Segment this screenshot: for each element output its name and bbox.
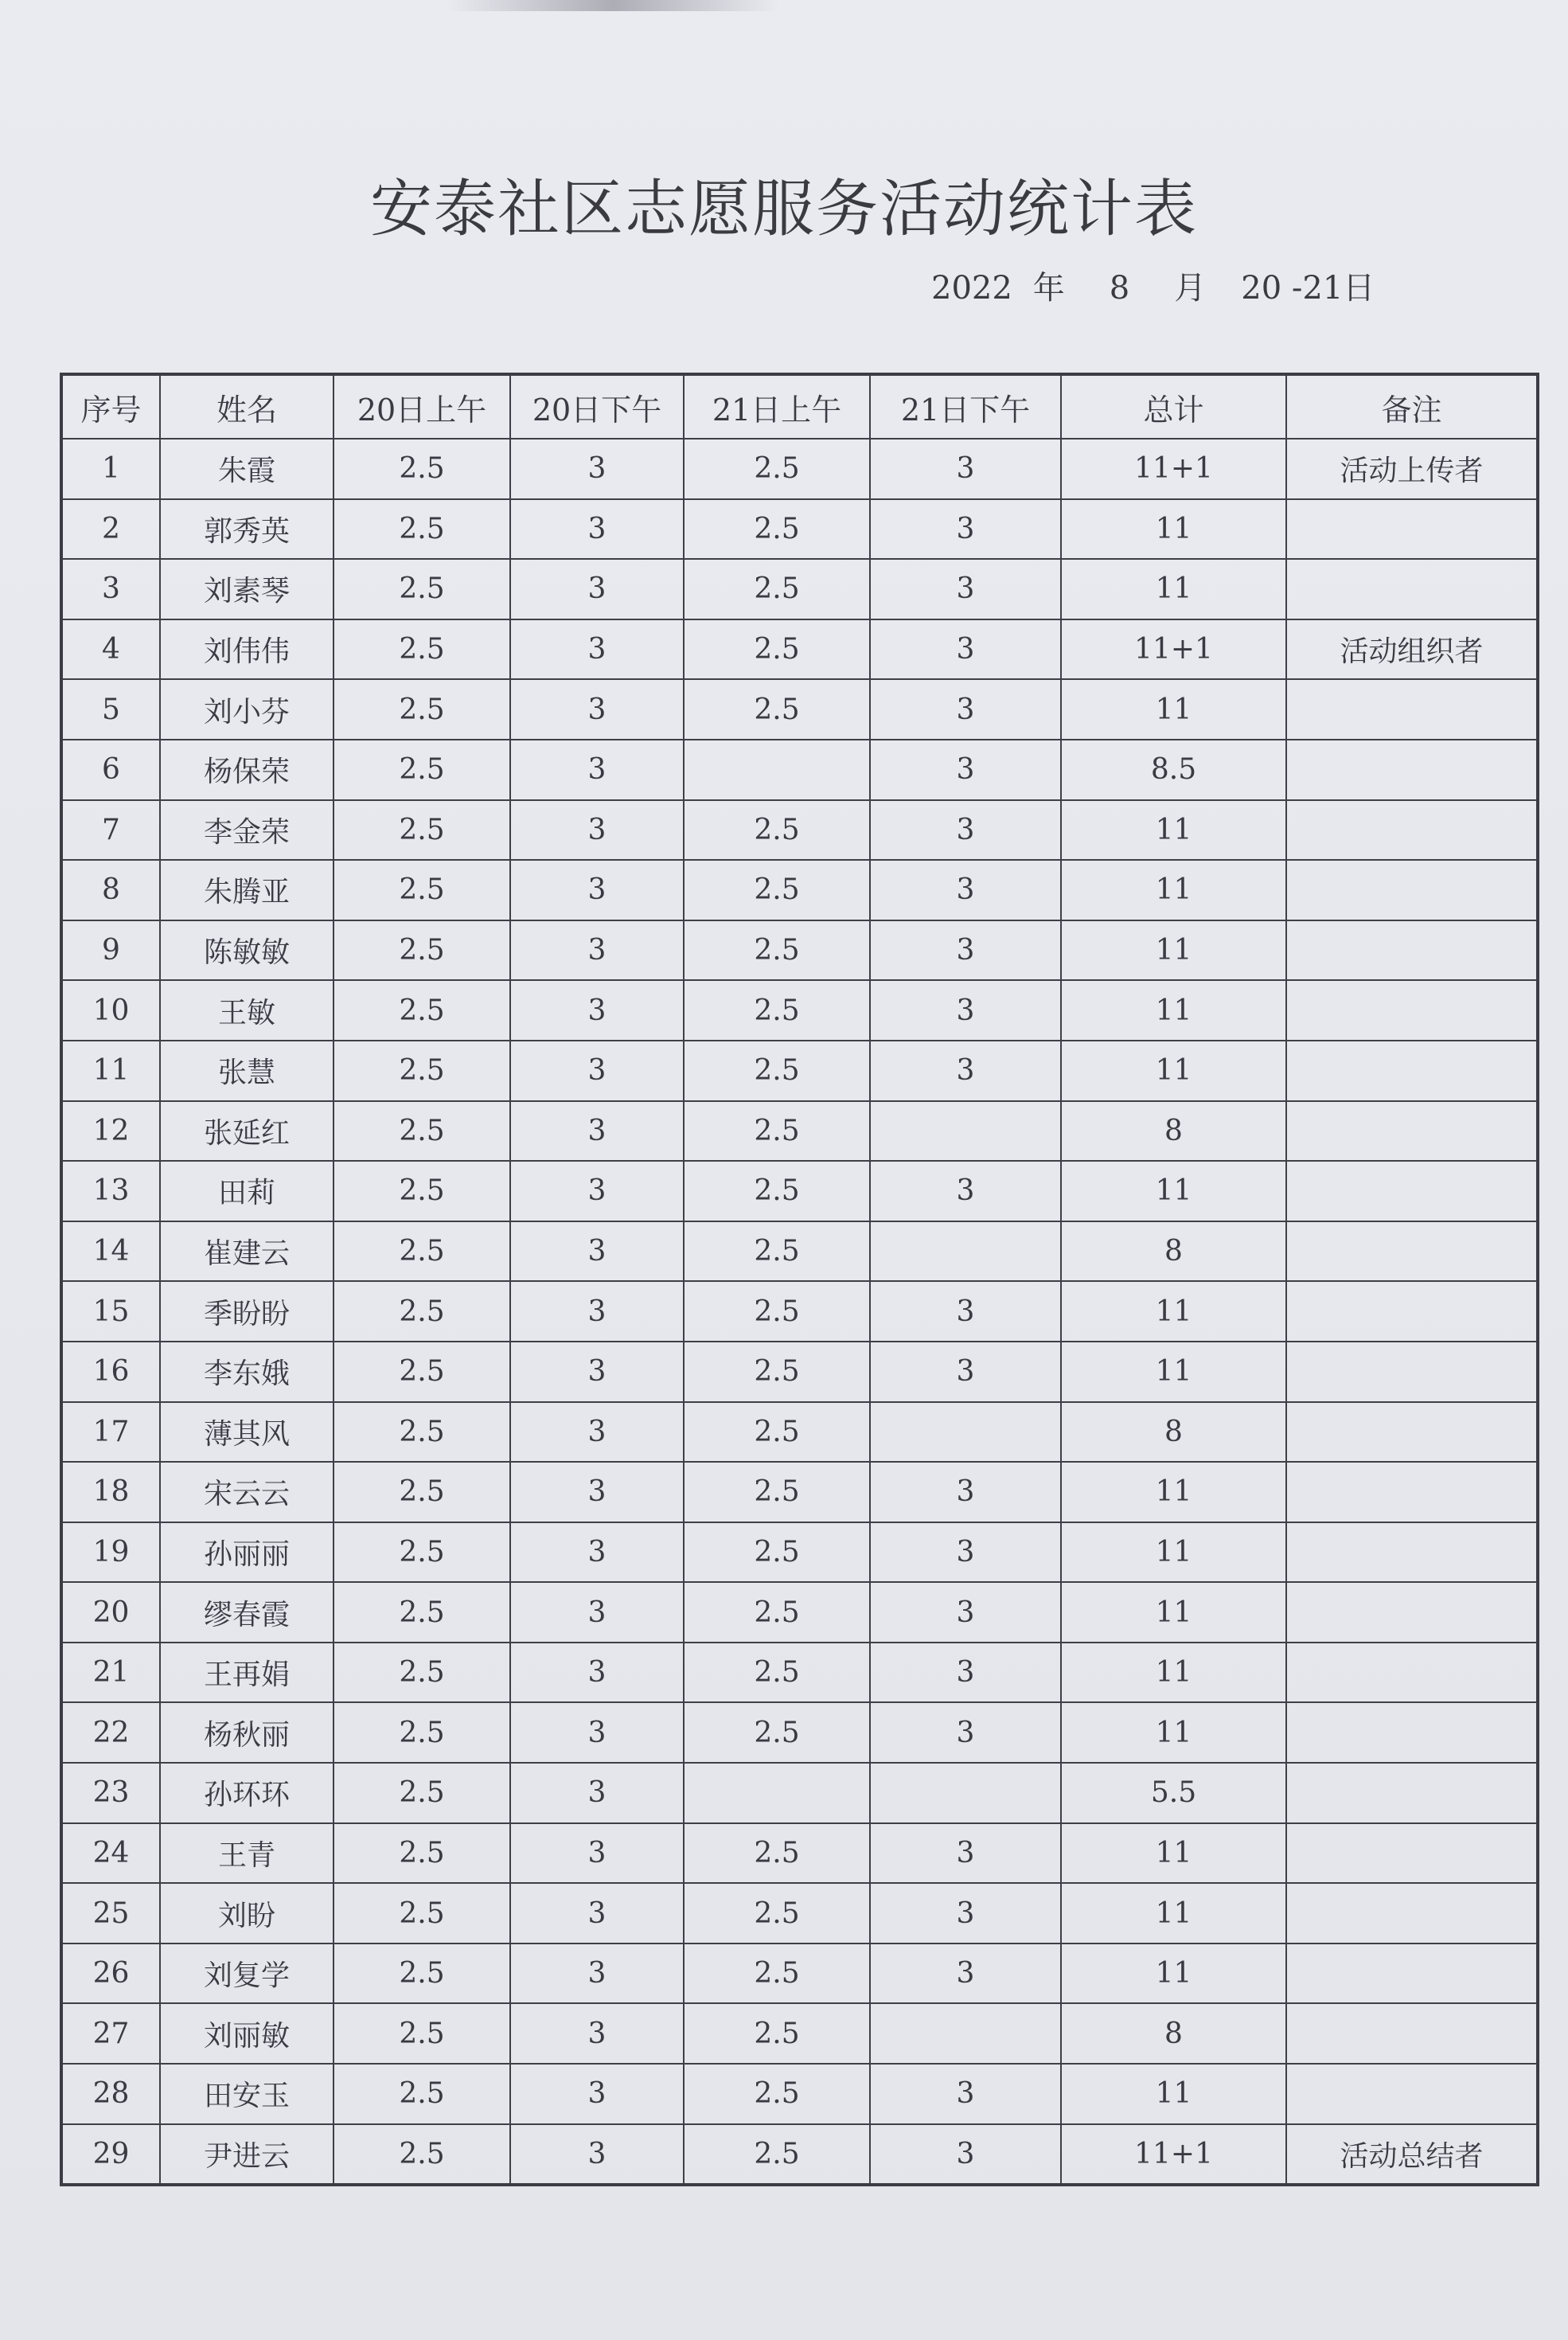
cell-total: 11 (1061, 1643, 1286, 1703)
table-row (61, 2003, 1538, 2064)
cell-name: 刘伟伟 (160, 619, 333, 680)
cell-note (1286, 980, 1538, 1041)
cell-21-am: 2.5 (684, 2064, 870, 2124)
cell-20-am: 2.5 (333, 559, 510, 619)
cell-name: 薄其风 (160, 1402, 333, 1463)
cell-name: 缪春霞 (160, 1582, 333, 1643)
table-row (61, 1823, 1538, 1884)
cell-20-pm: 3 (510, 1402, 684, 1463)
cell-seq: 29 (61, 2124, 160, 2186)
cell-21-pm: 3 (870, 1161, 1061, 1221)
cell-name: 刘盼 (160, 1883, 333, 1943)
table-row (61, 1101, 1538, 1162)
cell-name: 朱腾亚 (160, 860, 333, 920)
cell-21-pm: 3 (870, 439, 1061, 499)
cell-21-pm: 3 (870, 800, 1061, 861)
cell-20-pm: 3 (510, 1702, 684, 1763)
cell-21-am: 2.5 (684, 800, 870, 861)
cell-total: 11 (1061, 679, 1286, 740)
cell-name: 季盼盼 (160, 1281, 333, 1342)
cell-20-am: 2.5 (333, 1221, 510, 1282)
table-row (61, 1763, 1538, 1823)
cell-21-pm: 3 (870, 619, 1061, 680)
cell-20-pm: 3 (510, 439, 684, 499)
table-row (61, 1161, 1538, 1221)
cell-name: 张慧 (160, 1041, 333, 1101)
cell-seq: 24 (61, 1823, 160, 1884)
cell-seq: 19 (61, 1522, 160, 1583)
cell-total: 11 (1061, 1281, 1286, 1342)
cell-20-pm: 3 (510, 2003, 684, 2064)
date-month: 8 (1109, 270, 1130, 307)
cell-note (1286, 1823, 1538, 1884)
cell-seq: 20 (61, 1582, 160, 1643)
cell-20-pm: 3 (510, 740, 684, 800)
cell-name: 王敏 (160, 980, 333, 1041)
cell-20-pm: 3 (510, 679, 684, 740)
cell-20-am: 2.5 (333, 1943, 510, 2004)
table-row (61, 1643, 1538, 1703)
cell-21-am: 2.5 (684, 1101, 870, 1162)
cell-20-pm: 3 (510, 860, 684, 920)
cell-21-pm: 3 (870, 1522, 1061, 1583)
cell-20-pm: 3 (510, 1943, 684, 2004)
cell-21-pm: 3 (870, 2124, 1061, 2186)
cell-seq: 11 (61, 1041, 160, 1101)
date-year-label: 年 (1032, 270, 1065, 307)
cell-total: 11 (1061, 1883, 1286, 1943)
cell-20-am: 2.5 (333, 499, 510, 560)
table-row (61, 1522, 1538, 1583)
cell-20-pm: 3 (510, 1462, 684, 1522)
cell-name: 郭秀英 (160, 499, 333, 560)
cell-name: 刘素琴 (160, 559, 333, 619)
cell-21-am: 2.5 (684, 439, 870, 499)
cell-20-pm: 3 (510, 1763, 684, 1823)
table-row (61, 2124, 1538, 2186)
cell-note (1286, 2064, 1538, 2124)
header-note: 备注 (1286, 374, 1538, 439)
cell-total: 11 (1061, 1702, 1286, 1763)
cell-20-am: 2.5 (333, 740, 510, 800)
header-seq: 序号 (61, 374, 160, 439)
cell-seq: 12 (61, 1101, 160, 1162)
table-row (61, 920, 1538, 981)
cell-20-pm: 3 (510, 619, 684, 680)
cell-20-am: 2.5 (333, 2003, 510, 2064)
header-name: 姓名 (160, 374, 333, 439)
cell-20-pm: 3 (510, 800, 684, 861)
table-row (61, 1943, 1538, 2004)
cell-21-pm: 3 (870, 1041, 1061, 1101)
cell-name: 宋云云 (160, 1462, 333, 1522)
cell-total: 11 (1061, 1462, 1286, 1522)
cell-seq: 28 (61, 2064, 160, 2124)
cell-20-am: 2.5 (333, 1281, 510, 1342)
cell-note (1286, 679, 1538, 740)
cell-note (1286, 1041, 1538, 1101)
cell-20-am: 2.5 (333, 1883, 510, 1943)
cell-20-am: 2.5 (333, 1041, 510, 1101)
cell-total: 8 (1061, 2003, 1286, 2064)
cell-name: 刘小芬 (160, 679, 333, 740)
cell-note (1286, 1342, 1538, 1402)
cell-21-pm: 3 (870, 499, 1061, 560)
cell-20-pm: 3 (510, 980, 684, 1041)
cell-20-am: 2.5 (333, 619, 510, 680)
cell-20-pm: 3 (510, 1643, 684, 1703)
cell-20-am: 2.5 (333, 860, 510, 920)
cell-name: 杨秋丽 (160, 1702, 333, 1763)
cell-21-pm: 3 (870, 1702, 1061, 1763)
cell-total: 11 (1061, 2064, 1286, 2124)
cell-20-pm: 3 (510, 1823, 684, 1884)
cell-note (1286, 1101, 1538, 1162)
cell-total: 5.5 (1061, 1763, 1286, 1823)
cell-note (1286, 559, 1538, 619)
cell-21-pm (870, 2003, 1061, 2064)
cell-name: 王青 (160, 1823, 333, 1884)
cell-seq: 27 (61, 2003, 160, 2064)
cell-20-am: 2.5 (333, 1702, 510, 1763)
cell-20-am: 2.5 (333, 1763, 510, 1823)
cell-21-pm: 3 (870, 559, 1061, 619)
cell-20-am: 2.5 (333, 1462, 510, 1522)
cell-21-pm: 3 (870, 1342, 1061, 1402)
cell-20-pm: 3 (510, 920, 684, 981)
table-row (61, 559, 1538, 619)
table-body (61, 439, 1538, 2185)
cell-total: 11+1 (1061, 439, 1286, 499)
date-year: 2022 (931, 270, 1012, 307)
cell-seq: 1 (61, 439, 160, 499)
cell-20-pm: 3 (510, 1041, 684, 1101)
cell-20-am: 2.5 (333, 920, 510, 981)
cell-21-pm: 3 (870, 1823, 1061, 1884)
cell-total: 8.5 (1061, 740, 1286, 800)
cell-name: 田莉 (160, 1161, 333, 1221)
cell-seq: 21 (61, 1643, 160, 1703)
cell-total: 11 (1061, 1161, 1286, 1221)
cell-21-pm: 3 (870, 2064, 1061, 2124)
table-row (61, 439, 1538, 499)
cell-total: 11+1 (1061, 619, 1286, 680)
cell-note (1286, 1943, 1538, 2004)
cell-21-pm: 3 (870, 1943, 1061, 2004)
cell-total: 11 (1061, 1041, 1286, 1101)
cell-name: 孙环环 (160, 1763, 333, 1823)
cell-seq: 3 (61, 559, 160, 619)
cell-note (1286, 860, 1538, 920)
cell-total: 11 (1061, 980, 1286, 1041)
table-header-row (61, 374, 1538, 439)
cell-21-am: 2.5 (684, 1462, 870, 1522)
cell-21-am: 2.5 (684, 1041, 870, 1101)
cell-21-am: 2.5 (684, 920, 870, 981)
cell-name: 刘丽敏 (160, 2003, 333, 2064)
header-21-am: 21日上午 (684, 374, 870, 439)
table-row (61, 1342, 1538, 1402)
cell-note (1286, 1883, 1538, 1943)
document-title: 安泰社区志愿服务活动统计表 (369, 174, 1198, 245)
cell-21-pm (870, 1402, 1061, 1463)
cell-note (1286, 1281, 1538, 1342)
cell-21-pm: 3 (870, 1883, 1061, 1943)
cell-20-pm: 3 (510, 1342, 684, 1402)
table-row (61, 679, 1538, 740)
cell-total: 11+1 (1061, 2124, 1286, 2186)
cell-21-am: 2.5 (684, 1582, 870, 1643)
cell-21-pm: 3 (870, 1643, 1061, 1703)
table-row (61, 1702, 1538, 1763)
cell-seq: 2 (61, 499, 160, 560)
header-20-pm: 20日下午 (510, 374, 684, 439)
cell-seq: 26 (61, 1943, 160, 2004)
cell-note (1286, 1161, 1538, 1221)
cell-21-pm: 3 (870, 740, 1061, 800)
cell-seq: 15 (61, 1281, 160, 1342)
cell-21-am: 2.5 (684, 1522, 870, 1583)
cell-21-am: 2.5 (684, 1823, 870, 1884)
cell-total: 11 (1061, 499, 1286, 560)
cell-20-pm: 3 (510, 1161, 684, 1221)
cell-20-am: 2.5 (333, 1161, 510, 1221)
cell-name: 尹进云 (160, 2124, 333, 2186)
cell-21-pm: 3 (870, 920, 1061, 981)
header-21-pm: 21日下午 (870, 374, 1061, 439)
table-row (61, 1041, 1538, 1101)
cell-note: 活动上传者 (1286, 439, 1538, 499)
cell-20-am: 2.5 (333, 2124, 510, 2186)
cell-name: 田安玉 (160, 2064, 333, 2124)
cell-seq: 8 (61, 860, 160, 920)
cell-21-am: 2.5 (684, 1943, 870, 2004)
volunteer-stats-table (60, 373, 1539, 2186)
cell-note (1286, 1221, 1538, 1282)
cell-name: 刘复学 (160, 1943, 333, 2004)
table-row (61, 1281, 1538, 1342)
cell-seq: 13 (61, 1161, 160, 1221)
cell-total: 11 (1061, 1342, 1286, 1402)
cell-note (1286, 1702, 1538, 1763)
cell-20-am: 2.5 (333, 2064, 510, 2124)
cell-note (1286, 1763, 1538, 1823)
table-row (61, 619, 1538, 680)
cell-note (1286, 499, 1538, 560)
date-days: 20 -21日 (1241, 270, 1375, 307)
cell-note (1286, 1522, 1538, 1583)
cell-20-pm: 3 (510, 499, 684, 560)
cell-note (1286, 920, 1538, 981)
cell-name: 李东娥 (160, 1342, 333, 1402)
cell-seq: 7 (61, 800, 160, 861)
cell-20-am: 2.5 (333, 1643, 510, 1703)
cell-21-am: 2.5 (684, 559, 870, 619)
cell-21-am (684, 1763, 870, 1823)
cell-note: 活动总结者 (1286, 2124, 1538, 2186)
cell-20-am: 2.5 (333, 800, 510, 861)
cell-20-am: 2.5 (333, 1402, 510, 1463)
cell-total: 8 (1061, 1221, 1286, 1282)
cell-20-am: 2.5 (333, 439, 510, 499)
cell-name: 陈敏敏 (160, 920, 333, 981)
cell-note (1286, 740, 1538, 800)
torn-top-edge (446, 0, 780, 11)
cell-seq: 22 (61, 1702, 160, 1763)
cell-20-am: 2.5 (333, 1522, 510, 1583)
cell-21-am (684, 740, 870, 800)
cell-20-pm: 3 (510, 1883, 684, 1943)
cell-21-pm (870, 1101, 1061, 1162)
cell-seq: 17 (61, 1402, 160, 1463)
cell-21-am: 2.5 (684, 1402, 870, 1463)
cell-20-pm: 3 (510, 2124, 684, 2186)
table-row (61, 860, 1538, 920)
cell-21-pm: 3 (870, 860, 1061, 920)
cell-20-pm: 3 (510, 2064, 684, 2124)
cell-21-pm: 3 (870, 1462, 1061, 1522)
cell-21-am: 2.5 (684, 980, 870, 1041)
table-row (61, 2064, 1538, 2124)
cell-21-am: 2.5 (684, 860, 870, 920)
cell-name: 孙丽丽 (160, 1522, 333, 1583)
cell-21-am: 2.5 (684, 1702, 870, 1763)
cell-21-am: 2.5 (684, 2124, 870, 2186)
table-row (61, 1462, 1538, 1522)
cell-seq: 4 (61, 619, 160, 680)
date-line (931, 263, 1375, 308)
cell-total: 8 (1061, 1101, 1286, 1162)
cell-21-am: 2.5 (684, 2003, 870, 2064)
table-row (61, 499, 1538, 560)
cell-20-pm: 3 (510, 559, 684, 619)
cell-seq: 16 (61, 1342, 160, 1402)
cell-21-pm: 3 (870, 1582, 1061, 1643)
cell-21-am: 2.5 (684, 1643, 870, 1703)
table-row (61, 740, 1538, 800)
cell-20-pm: 3 (510, 1281, 684, 1342)
cell-seq: 18 (61, 1462, 160, 1522)
cell-note (1286, 1643, 1538, 1703)
cell-note (1286, 2003, 1538, 2064)
cell-name: 李金荣 (160, 800, 333, 861)
cell-note: 活动组织者 (1286, 619, 1538, 680)
table-row (61, 1402, 1538, 1463)
cell-21-am: 2.5 (684, 499, 870, 560)
cell-name: 朱霞 (160, 439, 333, 499)
cell-total: 11 (1061, 1943, 1286, 2004)
cell-21-am: 2.5 (684, 619, 870, 680)
table-row (61, 1582, 1538, 1643)
cell-20-am: 2.5 (333, 1823, 510, 1884)
date-month-label: 月 (1174, 270, 1207, 307)
header-20-am: 20日上午 (333, 374, 510, 439)
cell-seq: 14 (61, 1221, 160, 1282)
cell-total: 11 (1061, 1522, 1286, 1583)
cell-20-am: 2.5 (333, 679, 510, 740)
cell-20-pm: 3 (510, 1221, 684, 1282)
cell-21-pm (870, 1763, 1061, 1823)
cell-21-pm (870, 1221, 1061, 1282)
table-row (61, 980, 1538, 1041)
cell-note (1286, 1462, 1538, 1522)
cell-note (1286, 1582, 1538, 1643)
cell-seq: 25 (61, 1883, 160, 1943)
cell-note (1286, 1402, 1538, 1463)
header-total: 总计 (1061, 374, 1286, 439)
cell-21-am: 2.5 (684, 1342, 870, 1402)
cell-seq: 6 (61, 740, 160, 800)
cell-20-pm: 3 (510, 1582, 684, 1643)
cell-20-pm: 3 (510, 1522, 684, 1583)
cell-21-am: 2.5 (684, 1221, 870, 1282)
cell-20-am: 2.5 (333, 1582, 510, 1643)
cell-total: 11 (1061, 1582, 1286, 1643)
cell-21-am: 2.5 (684, 1281, 870, 1342)
cell-total: 11 (1061, 860, 1286, 920)
cell-note (1286, 800, 1538, 861)
cell-seq: 9 (61, 920, 160, 981)
cell-total: 11 (1061, 920, 1286, 981)
cell-21-pm: 3 (870, 1281, 1061, 1342)
cell-name: 杨保荣 (160, 740, 333, 800)
cell-total: 11 (1061, 559, 1286, 619)
cell-name: 张延红 (160, 1101, 333, 1162)
cell-21-am: 2.5 (684, 679, 870, 740)
cell-name: 崔建云 (160, 1221, 333, 1282)
table-row (61, 1221, 1538, 1282)
cell-total: 8 (1061, 1402, 1286, 1463)
cell-21-pm: 3 (870, 980, 1061, 1041)
cell-seq: 23 (61, 1763, 160, 1823)
cell-seq: 10 (61, 980, 160, 1041)
cell-20-pm: 3 (510, 1101, 684, 1162)
cell-total: 11 (1061, 1823, 1286, 1884)
cell-total: 11 (1061, 800, 1286, 861)
cell-seq: 5 (61, 679, 160, 740)
cell-20-am: 2.5 (333, 980, 510, 1041)
table-row (61, 1883, 1538, 1943)
cell-21-am: 2.5 (684, 1883, 870, 1943)
cell-21-pm: 3 (870, 679, 1061, 740)
cell-name: 王再娟 (160, 1643, 333, 1703)
cell-21-am: 2.5 (684, 1161, 870, 1221)
cell-20-am: 2.5 (333, 1101, 510, 1162)
table-row (61, 800, 1538, 861)
cell-20-am: 2.5 (333, 1342, 510, 1402)
